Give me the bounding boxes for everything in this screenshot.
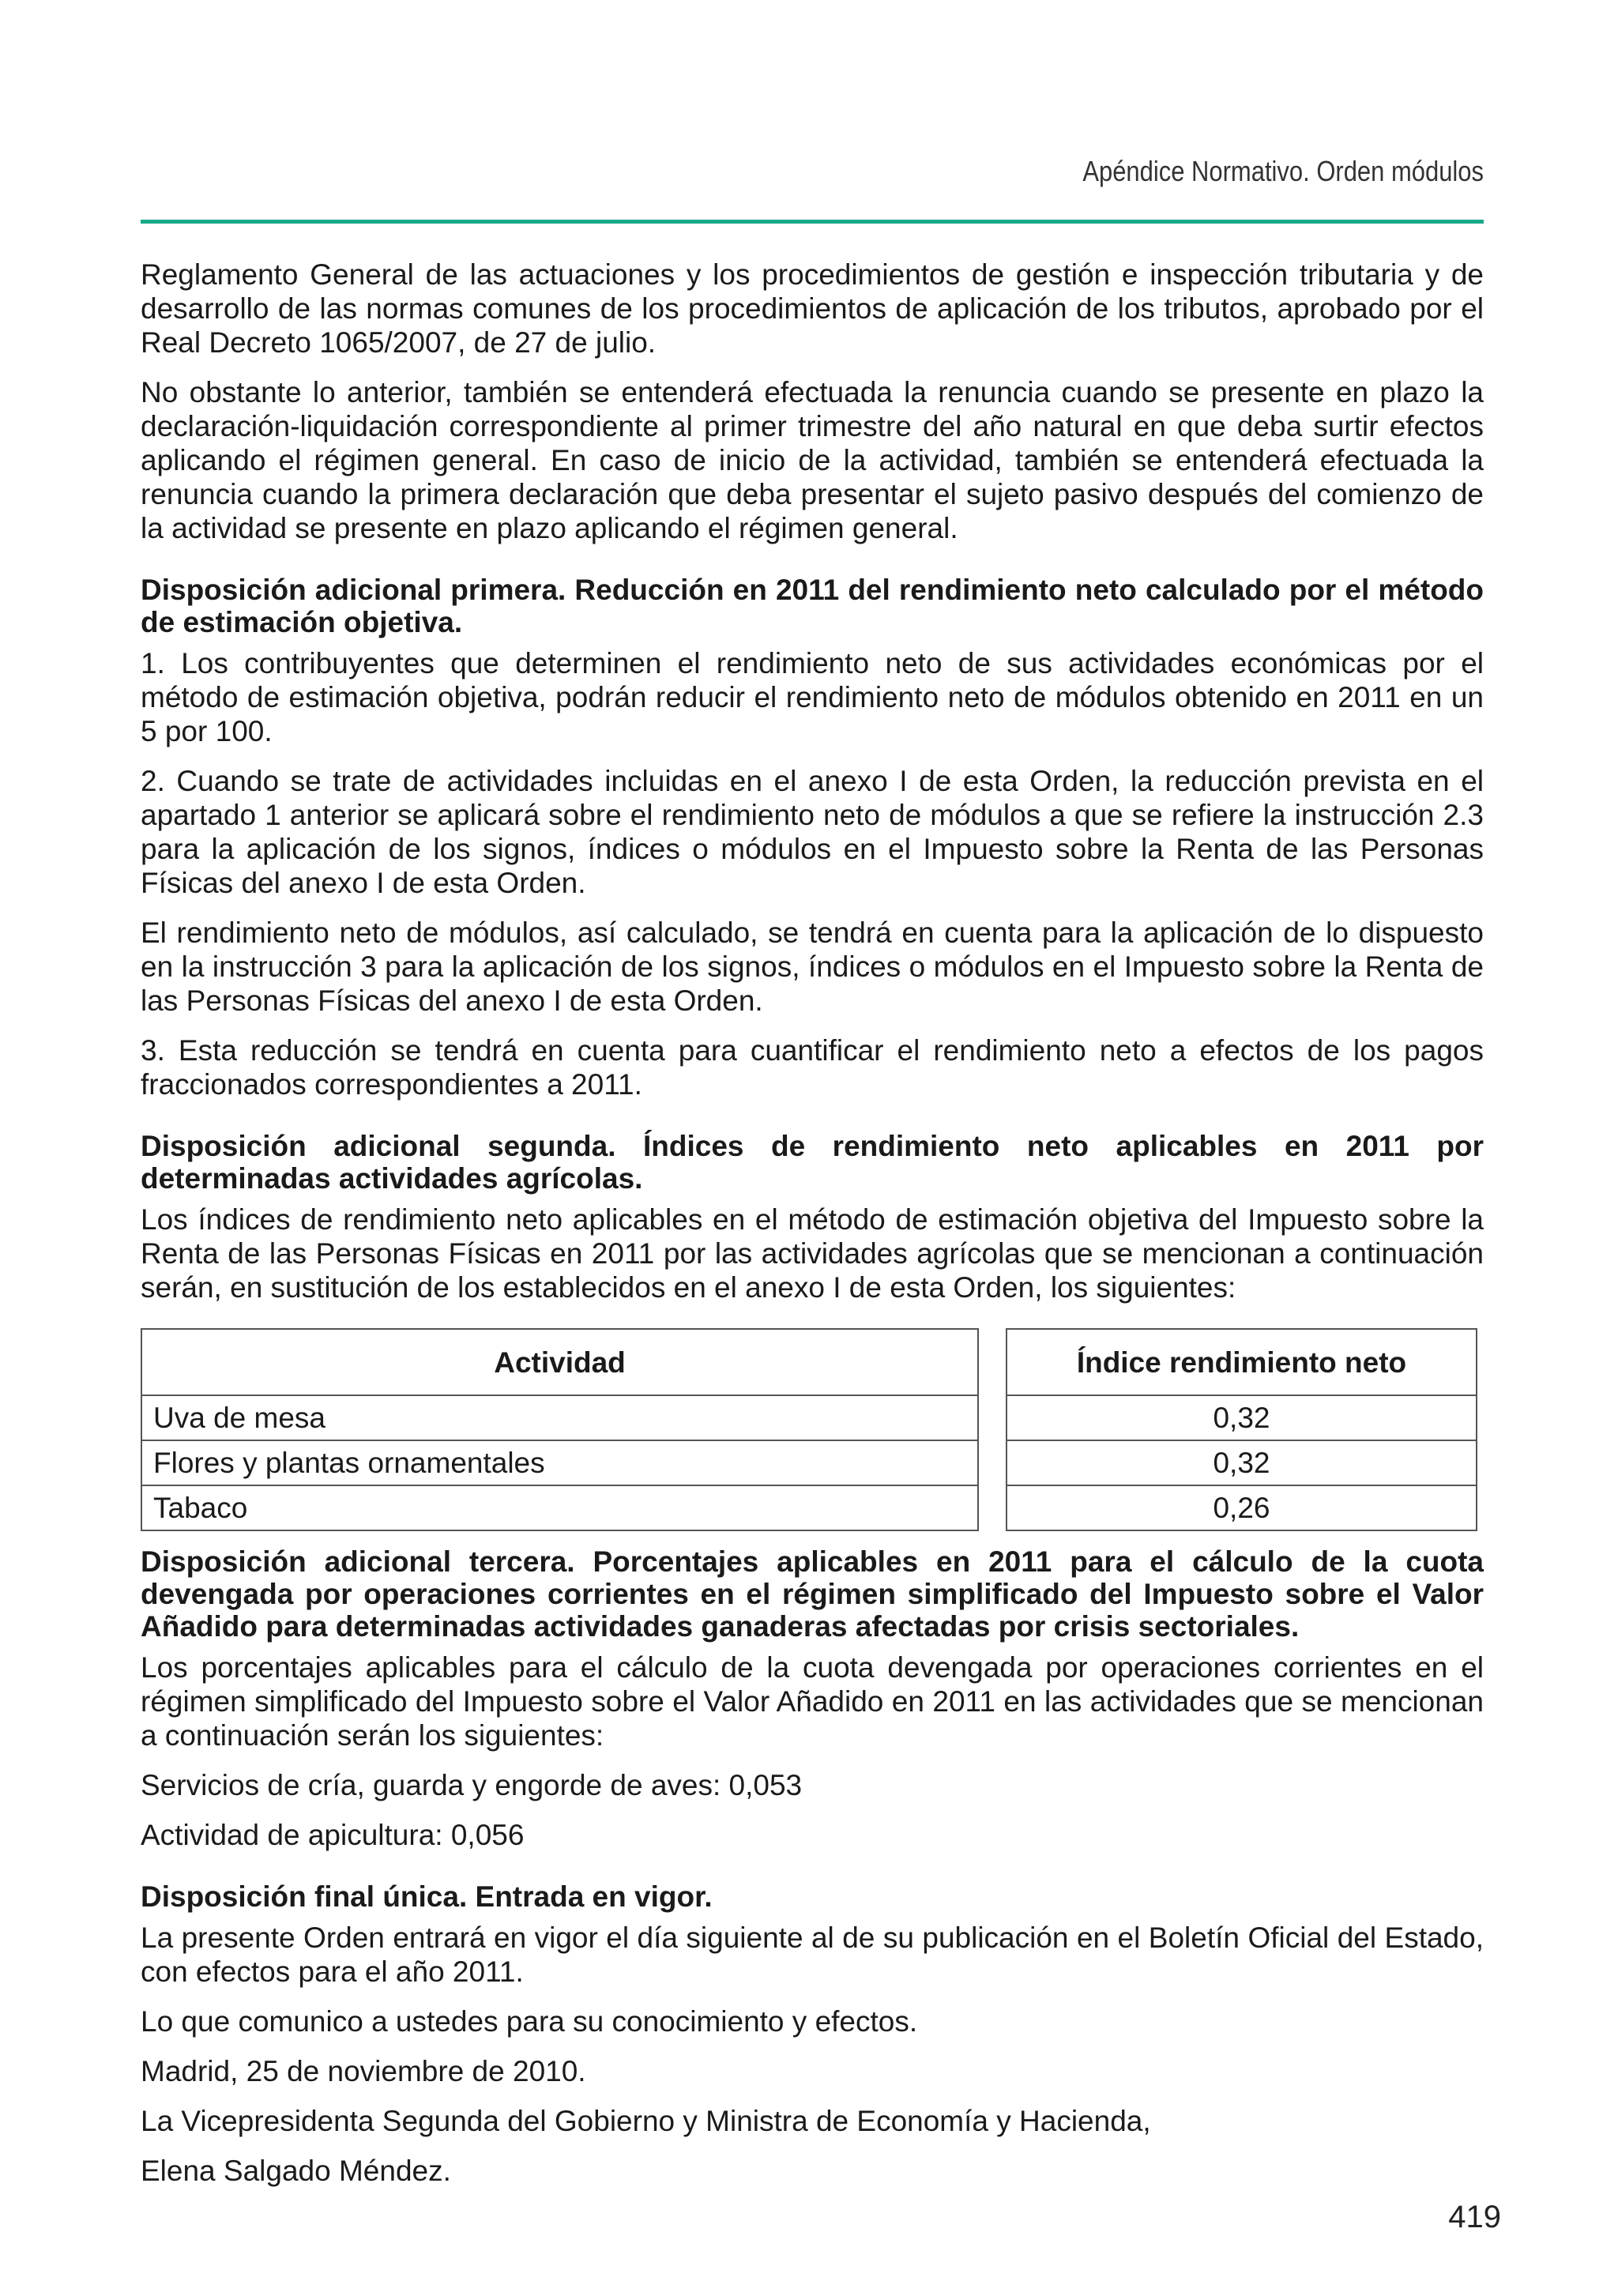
table-row: 0,32	[1007, 1440, 1477, 1485]
table-row: Uva de mesa	[141, 1395, 978, 1440]
table-row: 0,32	[1007, 1395, 1477, 1440]
section-heading: Disposición final única. Entrada en vigor.	[141, 1880, 713, 1913]
running-header: Apéndice Normativo. Orden módulos	[1082, 155, 1484, 187]
section-heading: Disposición adicional segunda. Índices de rendimiento neto aplicables en 2011 por determinadas actividades agrícolas.	[141, 1130, 1484, 1195]
paragraph: 2. Cuando se trate de actividades incluidas en el anexo I de esta Orden, la reducción prevista en el apartado 1 anterior se aplicará sobre el rendimiento neto de módulos a que se refiere la instrucción 2.3 para la aplicación de los signos, índices o módulos en el Impuesto sobre la Renta de las Personas Físicas del anexo I de esta Orden.	[141, 765, 1484, 899]
paragraph: Reglamento General de las actuaciones y los procedimientos de gestión e inspección tributaria y de desarrollo de las normas comunes de los procedimientos de aplicación de los tributos, aprobado por el Real Decreto 1065/2007, de 27 de julio.	[141, 258, 1484, 359]
page-body	[141, 258, 1484, 2204]
paragraph: No obstante lo anterior, también se entenderá efectuada la renuncia cuando se presente en plazo la declaración-liquidación correspondiente al primer trimestre del año natural en que deba surtir efectos aplicando el régimen general. En caso de inicio de la actividad, también se entenderá efectuada la renuncia cuando la primera declaración que deba presentar el sujeto pasivo después del comienzo de la actividad se presente en plazo aplicando el régimen general.	[141, 376, 1484, 544]
page-number: 419	[1448, 2200, 1501, 2234]
col-header-indice: Índice rendimiento neto	[1007, 1329, 1477, 1395]
table-row: Tabaco	[141, 1485, 978, 1530]
col-header-actividad: Actividad	[141, 1329, 978, 1395]
paragraph: Lo que comunico a ustedes para su conocimiento y efectos.	[141, 2005, 918, 2038]
paragraph: 3. Esta reducción se tendrá en cuenta para cuantificar el rendimiento neto a efectos de los pagos fraccionados correspondientes a 2011.	[141, 1034, 1484, 1101]
paragraph: Madrid, 25 de noviembre de 2010.	[141, 2055, 586, 2087]
table-row: Flores y plantas ornamentales	[141, 1440, 978, 1485]
paragraph: 1. Los contribuyentes que determinen el rendimiento neto de sus actividades económicas por el método de estimación objetiva, podrán reducir el rendimiento neto de módulos obtenido en 2011 en un 5 por 100.	[141, 647, 1484, 747]
index-column	[1006, 1328, 1477, 1531]
paragraph: La presente Orden entrará en vigor el día siguiente al de su publicación en el Boletín Oficial del Estado, con efectos para el año 2011.	[141, 1921, 1484, 1988]
paragraph: Los índices de rendimiento neto aplicables en el método de estimación objetiva del Impuesto sobre la Renta de las Personas Físicas en 2011 por las actividades agrícolas que se mencionan a continuación serán, en sustitución de los establecidos en el anexo I de esta Orden, los siguientes:	[141, 1203, 1484, 1304]
section-heading: Disposición adicional tercera. Porcentajes aplicables en 2011 para el cálculo de la cuota devengada por operaciones corrientes en el régimen simplificado del Impuesto sobre el Valor Añadido para determinadas actividades ganaderas afectadas por crisis sectoriales.	[141, 1545, 1484, 1643]
paragraph: La Vicepresidenta Segunda del Gobierno y Ministra de Economía y Hacienda,	[141, 2105, 1151, 2137]
index-table	[141, 1328, 1477, 1531]
paragraph: Los porcentajes aplicables para el cálculo de la cuota devengada por operaciones corrientes en el régimen simplificado del Impuesto sobre el Valor Añadido en 2011 en las actividades que se mencionan a continuación serán los siguientes:	[141, 1651, 1484, 1752]
paragraph: Servicios de cría, guarda y engorde de aves: 0,053	[141, 1769, 803, 1801]
section-heading: Disposición adicional primera. Reducción en 2011 del rendimiento neto calculado por el método de estimación objetiva.	[141, 574, 1484, 638]
activity-column	[141, 1328, 979, 1531]
signature-name: Elena Salgado Méndez.	[141, 2155, 451, 2187]
header-rule	[141, 220, 1484, 224]
paragraph: Actividad de apicultura: 0,056	[141, 1819, 525, 1851]
paragraph: El rendimiento neto de módulos, así calculado, se tendrá en cuenta para la aplicación de lo dispuesto en la instrucción 3 para la aplicación de los signos, índices o módulos en el Impuesto sobre la Renta de las Personas Físicas del anexo I de esta Orden.	[141, 917, 1484, 1017]
table-row: 0,26	[1007, 1485, 1477, 1530]
